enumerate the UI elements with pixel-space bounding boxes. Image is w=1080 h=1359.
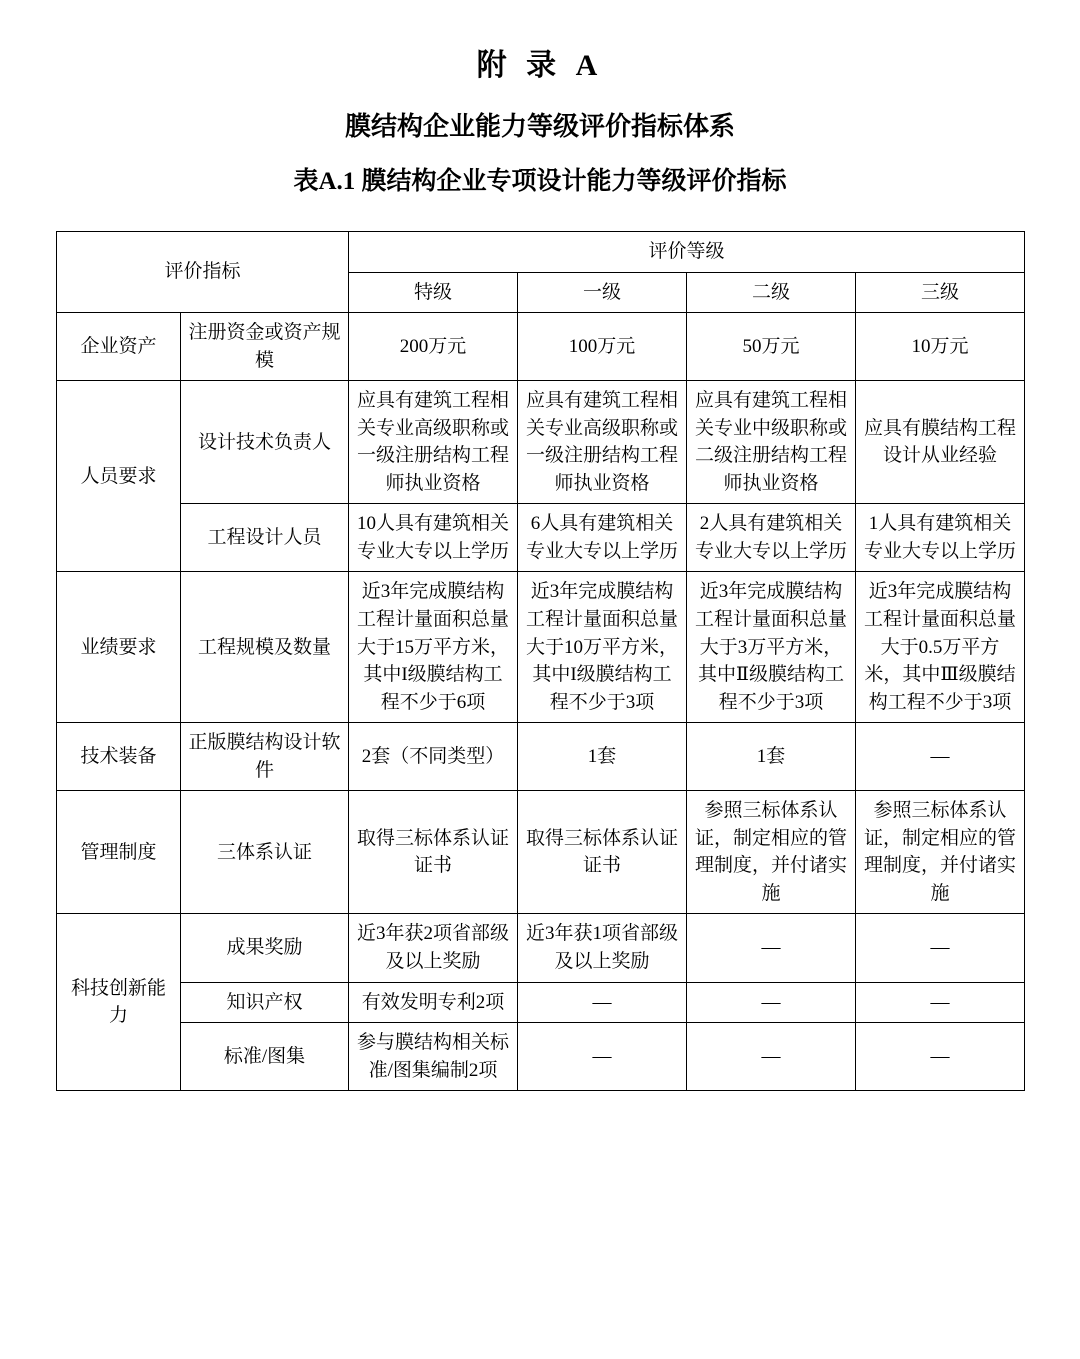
row-value-level3: — — [856, 982, 1025, 1023]
row-value-level1: 取得三标体系认证证书 — [518, 791, 687, 914]
row-value-special: 取得三标体系认证证书 — [349, 791, 518, 914]
row-value-special: 应具有建筑工程相关专业高级职称或一级注册结构工程师执业资格 — [349, 381, 518, 504]
header-level-special: 特级 — [349, 272, 518, 313]
row-indicator: 设计技术负责人 — [181, 381, 349, 504]
row-value-level1: 应具有建筑工程相关专业高级职称或一级注册结构工程师执业资格 — [518, 381, 687, 504]
row-value-level3: 1人具有建筑相关专业大专以上学历 — [856, 504, 1025, 572]
header-level-3: 三级 — [856, 272, 1025, 313]
row-category: 业绩要求 — [57, 572, 181, 723]
row-value-level2: 2人具有建筑相关专业大专以上学历 — [687, 504, 856, 572]
row-value-level2: — — [687, 1023, 856, 1091]
row-indicator: 工程设计人员 — [181, 504, 349, 572]
row-value-level2: 50万元 — [687, 313, 856, 381]
row-indicator: 注册资金或资产规模 — [181, 313, 349, 381]
header-grade: 评价等级 — [349, 232, 1025, 273]
row-value-level1: 近3年完成膜结构工程计量面积总量大于10万平方米，其中I级膜结构工程不少于3项 — [518, 572, 687, 723]
row-value-level3: — — [856, 1023, 1025, 1091]
row-value-special: 近3年完成膜结构工程计量面积总量大于15万平方米，其中I级膜结构工程不少于6项 — [349, 572, 518, 723]
row-category: 人员要求 — [57, 381, 181, 572]
row-indicator: 正版膜结构设计软件 — [181, 723, 349, 791]
header-level-2: 二级 — [687, 272, 856, 313]
appendix-title: 附 录 A — [476, 49, 604, 82]
table-body — [57, 313, 1025, 1091]
row-value-level1: — — [518, 1023, 687, 1091]
row-value-level3: — — [856, 914, 1025, 982]
row-value-level2: 应具有建筑工程相关专业中级职称或二级注册结构工程师执业资格 — [687, 381, 856, 504]
row-value-special: 参与膜结构相关标准/图集编制2项 — [349, 1023, 518, 1091]
row-value-special: 10人具有建筑相关专业大专以上学历 — [349, 504, 518, 572]
row-value-level2: 近3年完成膜结构工程计量面积总量大于3万平方米，其中Ⅱ级膜结构工程不少于3项 — [687, 572, 856, 723]
table-row — [57, 791, 1025, 914]
row-value-special: 2套（不同类型） — [349, 723, 518, 791]
table-row — [57, 1023, 1025, 1091]
table-row — [57, 572, 1025, 723]
row-category: 管理制度 — [57, 791, 181, 914]
row-indicator: 知识产权 — [181, 982, 349, 1023]
table-row — [57, 914, 1025, 982]
row-value-level3: 参照三标体系认证，制定相应的管理制度，并付诸实施 — [856, 791, 1025, 914]
row-value-level3: 10万元 — [856, 313, 1025, 381]
title-block — [56, 40, 1024, 197]
row-value-level2: 参照三标体系认证，制定相应的管理制度，并付诸实施 — [687, 791, 856, 914]
table-row — [57, 982, 1025, 1023]
row-value-level2: — — [687, 914, 856, 982]
row-value-level1: 近3年获1项省部级及以上奖励 — [518, 914, 687, 982]
row-value-level2: 1套 — [687, 723, 856, 791]
row-value-level1: 6人具有建筑相关专业大专以上学历 — [518, 504, 687, 572]
row-indicator: 成果奖励 — [181, 914, 349, 982]
row-value-special: 200万元 — [349, 313, 518, 381]
row-value-level1: 1套 — [518, 723, 687, 791]
document-subtitle-2: 表A.1 膜结构企业专项设计能力等级评价指标 — [293, 168, 787, 195]
table-row — [57, 504, 1025, 572]
header-indicator: 评价指标 — [57, 232, 349, 313]
row-category: 企业资产 — [57, 313, 181, 381]
row-indicator: 工程规模及数量 — [181, 572, 349, 723]
table-row — [57, 313, 1025, 381]
document-subtitle-1: 膜结构企业能力等级评价指标体系 — [344, 112, 735, 141]
evaluation-table — [56, 231, 1025, 1091]
row-value-level1: — — [518, 982, 687, 1023]
table-header — [57, 232, 1025, 313]
table-header-row-1 — [57, 232, 1025, 273]
row-value-level1: 100万元 — [518, 313, 687, 381]
header-level-1: 一级 — [518, 272, 687, 313]
row-value-level3: — — [856, 723, 1025, 791]
table-row — [57, 381, 1025, 504]
row-indicator: 标准/图集 — [181, 1023, 349, 1091]
row-indicator: 三体系认证 — [181, 791, 349, 914]
row-value-level2: — — [687, 982, 856, 1023]
row-category: 科技创新能力 — [57, 914, 181, 1091]
row-value-level3: 应具有膜结构工程设计从业经验 — [856, 381, 1025, 504]
row-value-level3: 近3年完成膜结构工程计量面积总量大于0.5万平方米，其中Ⅲ级膜结构工程不少于3项 — [856, 572, 1025, 723]
row-value-special: 近3年获2项省部级及以上奖励 — [349, 914, 518, 982]
table-row — [57, 723, 1025, 791]
row-value-special: 有效发明专利2项 — [349, 982, 518, 1023]
row-category: 技术装备 — [57, 723, 181, 791]
